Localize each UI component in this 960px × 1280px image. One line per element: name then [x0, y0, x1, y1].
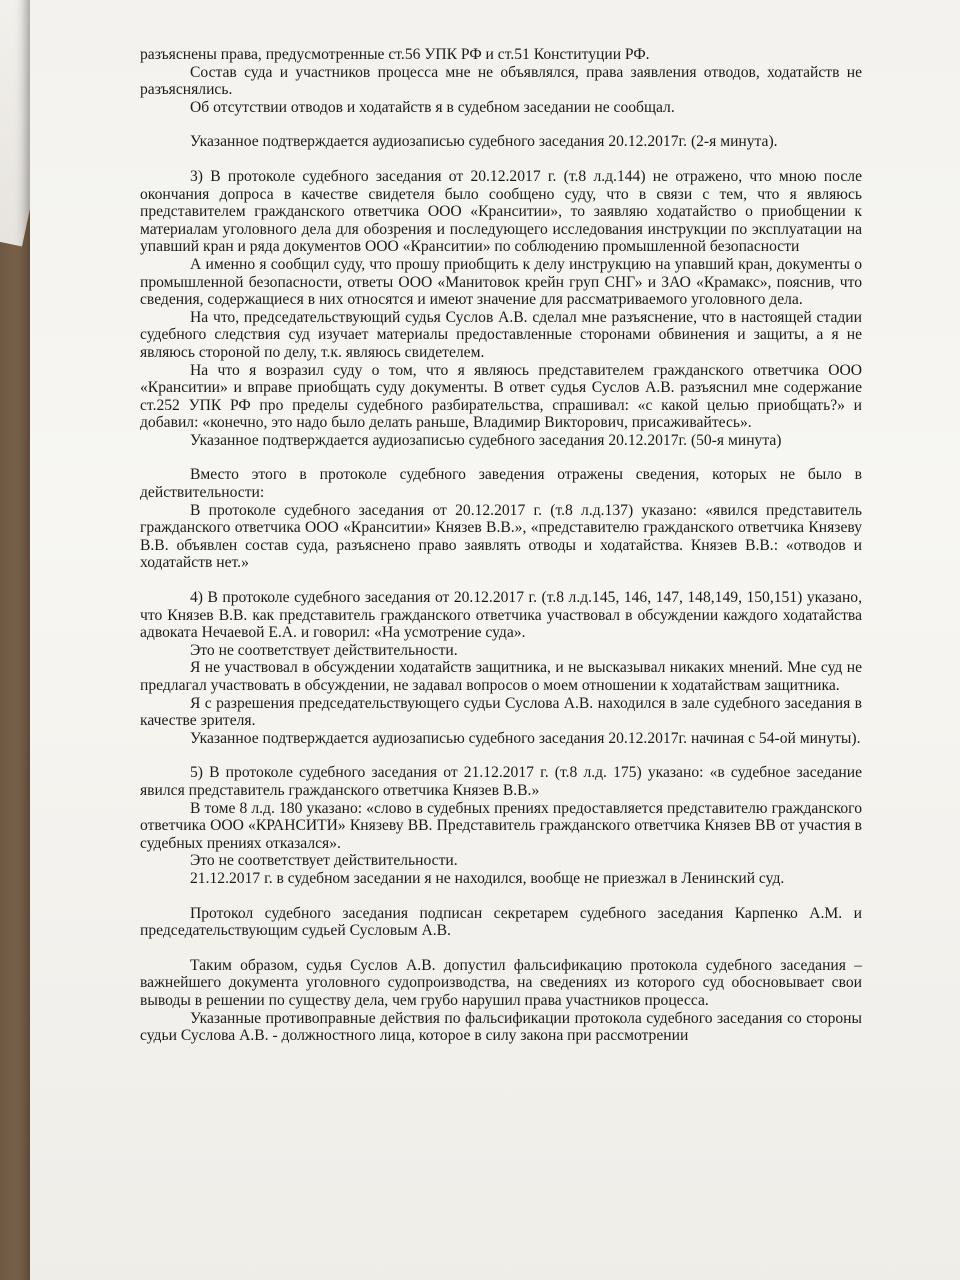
- paragraph-spacer: [140, 572, 862, 589]
- paragraph: Указанное подтверждается аудиозаписью судебного заседания 20.12.2017г. (2-я минута).: [190, 133, 778, 151]
- paragraph: Состав суда и участников процесса мне не объявлялся, права заявления отводов, ходатайств не разъяснялись.: [140, 63, 862, 99]
- paragraph-spacer: [140, 888, 862, 905]
- paragraph: На что я возразил суду о том, что я являюсь представителем гражданского ответчика ООО «Кранситии» и вправе приобщать суду документы. В ответ судья Суслов А.В. разъяснил мне содержание ст.252 УПК РФ про пределы судебного разбирательства, спрашивал: «с какой целью приобщать?» и добавил: «конечно, это надо было делать раньше, Владимир Викторович, присаживайтесь».: [140, 361, 862, 432]
- paragraph-spacer: [140, 116, 862, 133]
- paragraph: А именно я сообщил суду, что прошу приобщить к делу инструкцию на упавший кран, документы о промышленной безопасности, ответы ООО «Манитовок крейн груп СНГ» и ЗАО «Крамакс», пояснив, что сведения, содержащиеся в них относятся и имеют значение для рассматриваемого уголовного дела.: [140, 255, 862, 309]
- paragraph: На что, председательствующий судья Суслов А.В. сделал мне разъяснение, что в настоящей стадии судебного следствия суд изучает материалы предоставленные сторонами обвинения и защиты, а я не являюсь стороной по делу, т.к. являюсь свидетелем.: [140, 308, 862, 361]
- paragraph: Указанные противоправные действия по фальсификации протокола судебного заседания со стороны судьи Суслова А.В. - должностного лица, которое в силу закона при рассмотрении: [140, 1009, 862, 1045]
- paragraph-spacer: [140, 449, 862, 466]
- paragraph: 21.12.2017 г. в судебном заседании я не находился, вообще не приезжал в Ленинский суд.: [190, 869, 785, 887]
- paragraph: Указанное подтверждается аудиозаписью судебного заседания 20.12.2017г. начиная с 54-ой минуты).: [190, 729, 861, 747]
- paragraph-spacer: [140, 151, 862, 168]
- paragraph: В томе 8 л.д. 180 указано: «слово в судебных прениях предоставляется представителю гражданского ответчика ООО «КРАНСИТИ» Князеву ВВ. Представитель гражданского ответчика Князев ВВ от участия в судебных прениях отказался».: [140, 799, 862, 852]
- paragraph: 5) В протоколе судебного заседания от 21.12.2017 г. (т.8 л.д. 175) указано: «в судебное заседание явился представитель гражданского ответчика Князев В.В.»: [140, 764, 862, 799]
- paragraph: Это не соответствует действительности.: [190, 641, 458, 659]
- paragraph: Я не участвовал в обсуждении ходатайств защитника, и не высказывал никаких мнений. Мне суд не предлагал участвовать в обсуждении, не задавал вопросов о моем отношении к ходатайствам защитника.: [140, 659, 862, 694]
- paragraph: 4) В протоколе судебного заседания от 20.12.2017 г. (т.8 л.д.145, 146, 147, 148,149, 150,151) указано, что Князев В.В. как представитель гражданского ответчика участвовал в обсуждении каждого ходатайства адвоката Нечаевой Е.А. и говорил: «На усмотрение суда».: [140, 589, 862, 642]
- paragraph: разъяснены права, предусмотренные ст.56 УПК РФ и ст.51 Конституции РФ.: [140, 46, 650, 63]
- paragraph: Вместо этого в протоколе судебного заведения отражены сведения, которых не было в действительности:: [140, 466, 862, 502]
- paragraph: Протокол судебного заседания подписан секретарем судебного заседания Карпенко А.М. и председательствующим судьей Сусловым А.В.: [140, 904, 862, 940]
- paragraph-spacer: [140, 940, 862, 957]
- paragraph: В протоколе судебного заседания от 20.12.2017 г. (т.8 л.д.137) указано: «явился представитель гражданского ответчика ООО «Кранситии» Князев В.В.», «представителю гражданского ответчика Князеву В.В. объявлен состав суда, разъяснено право заявлять отводы и ходатайства. Князев В.В.: «отводов и ходатайств нет.»: [140, 501, 862, 572]
- paragraph-spacer: [140, 747, 862, 764]
- paragraph: Указанное подтверждается аудиозаписью судебного заседания 20.12.2017г. (50-я минута): [190, 431, 782, 449]
- paragraph: 3) В протоколе судебного заседания от 20.12.2017 г. (т.8 л.д.144) не отражено, что мною после окончания допроса в качестве свидетеля было сообщено суду, что в связи с тем, что я являюсь представителем гражданского ответчика ООО «Кранситии», то заявляю ходатайство о приобщении к материалам уголовного дела для обозрения и последующего исследования инструкции по эксплуатации на упавший кран и ряда документов ООО «Кранситии» по соблюдению промышленной безопасности: [140, 167, 862, 256]
- paragraph: Я с разрешения председательствующего судьи Суслова А.В. находился в зале судебного заседания в качестве зрителя.: [140, 694, 862, 730]
- document-body: [140, 46, 862, 1045]
- paragraph: Об отсутствии отводов и ходатайств я в судебном заседании не сообщал.: [190, 98, 675, 116]
- paragraph: Таким образом, судья Суслов А.В. допустил фальсификацию протокола судебного заседания – важнейшего документа уголовного судопроизводства, на сведениях из которого суд обосновывает свои выводы в решении по существу дела, чем грубо нарушил права участников процесса.: [140, 956, 862, 1009]
- paragraph: Это не соответствует действительности.: [190, 852, 458, 870]
